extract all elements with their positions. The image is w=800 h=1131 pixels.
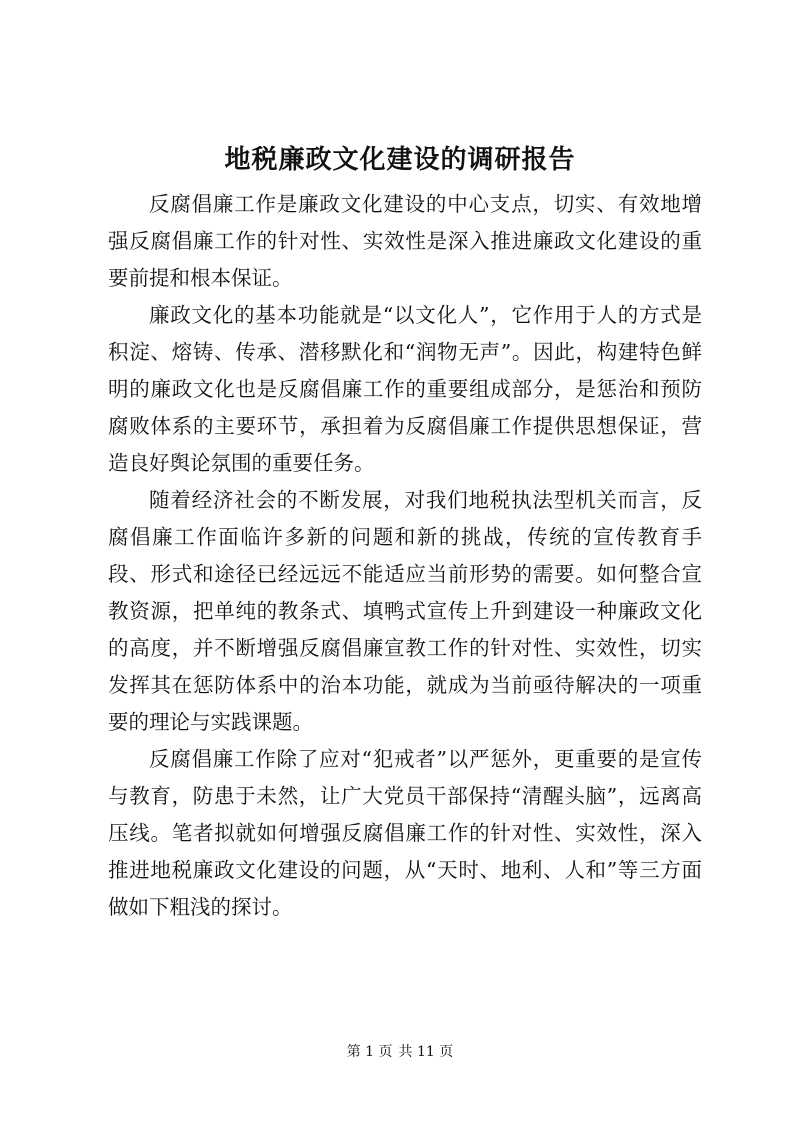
paragraph-4: 反腐倡廉工作除了应对“犯戒者”以严惩外，更重要的是宣传与教育，防患于未然，让广大党员干部保持“清醒头脑”，远离高压线。笔者拟就如何增强反腐倡廉工作的针对性、实效性，深入推进地税廉政文化建设的问题，从“天时、地利、人和”等三方面做如下粗浅的探讨。 (108, 747, 702, 919)
paragraph-2: 廉政文化的基本功能就是“以文化人”，它作用于人的方式是积淀、熔铸、传承、潜移默化和“润物无声”。因此，构建特色鲜明的廉政文化也是反腐倡廉工作的重要组成部分，是惩治和预防腐败体系的主要环节，承担着为反腐倡廉工作提供思想保证，营造良好舆论氛围的重要任务。 (108, 303, 702, 475)
document-title: 地税廉政文化建设的调研报告 (224, 145, 576, 175)
page-number-total: 共 11 页 (398, 1044, 454, 1060)
page-number-current: 第 1 页 (346, 1044, 393, 1060)
document-body (108, 186, 702, 926)
paragraph-1: 反腐倡廉工作是廉政文化建设的中心支点，切实、有效地增强反腐倡廉工作的针对性、实效性是深入推进廉政文化建设的重要前提和根本保证。 (108, 192, 702, 290)
paragraph-3: 随着经济社会的不断发展，对我们地税执法型机关而言，反腐倡廉工作面临许多新的问题和新的挑战，传统的宣传教育手段、形式和途径已经远远不能适应当前形势的需要。如何整合宣教资源，把单纯的教条式、填鸭式宣传上升到建设一种廉政文化的高度，并不断增强反腐倡廉宣教工作的针对性、实效性，切实发挥其在惩防体系中的治本功能，就成为当前亟待解决的一项重要的理论与实践课题。 (108, 488, 702, 734)
page-footer (0, 1042, 800, 1062)
